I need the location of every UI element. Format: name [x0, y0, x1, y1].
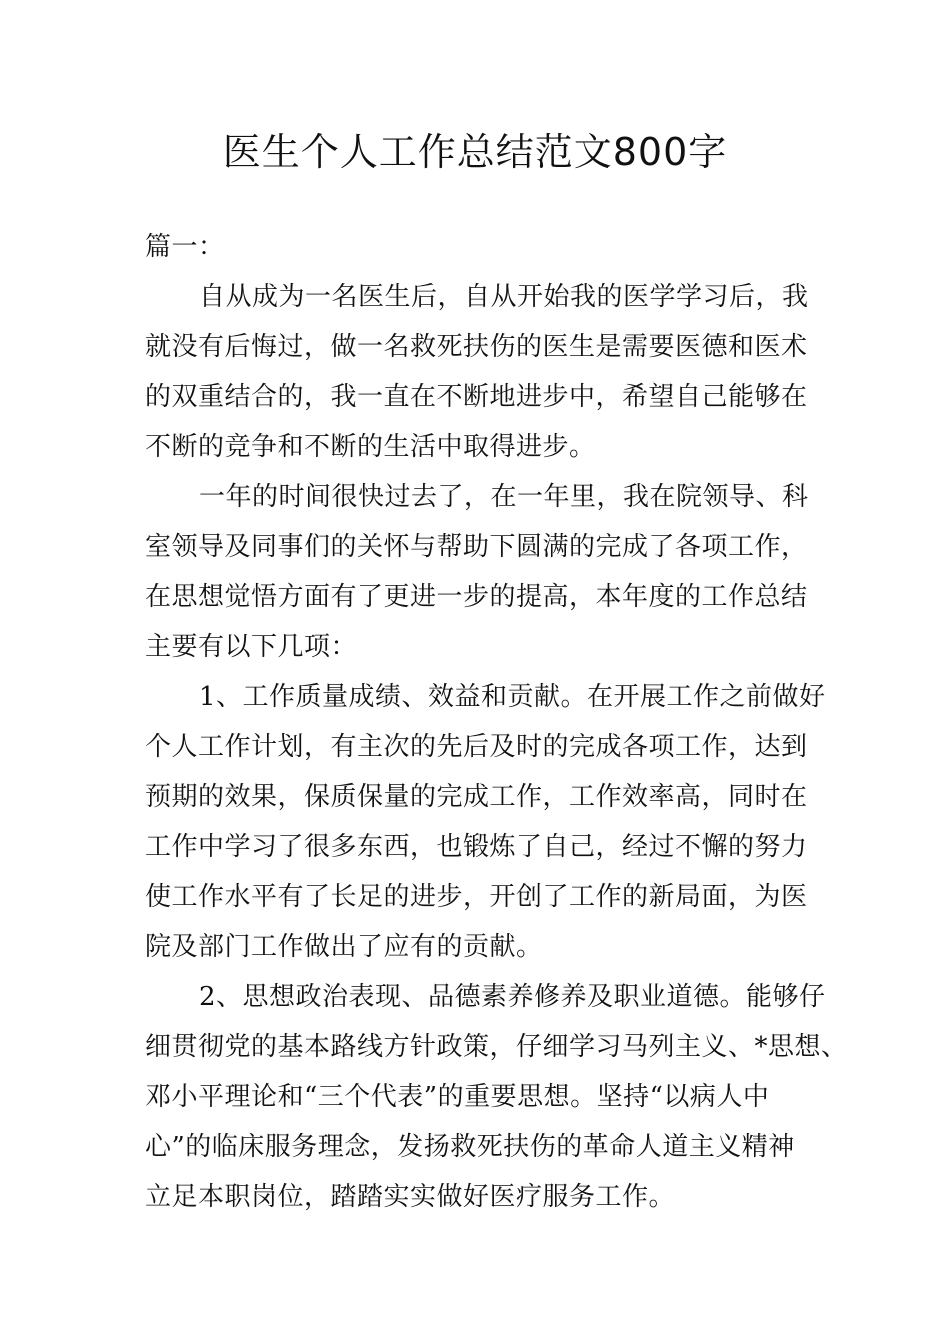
paragraph-line: 院及部门工作做出了应有的贡献。: [145, 932, 543, 962]
section-label: 篇一：: [145, 232, 225, 262]
paragraph-line: 预期的效果，保质保量的完成工作，工作效率高，同时在: [145, 782, 808, 812]
paragraph-line: 一年的时间很快过去了，在一年里，我在院领导、科: [199, 482, 809, 512]
paragraph-line: 1、工作质量成绩、效益和贡献。在开展工作之前做好: [199, 682, 826, 712]
paragraph-line: 就没有后悔过，做一名救死扶伤的医生是需要医德和医术: [145, 332, 808, 362]
paragraph-line: 使工作水平有了长足的进步，开创了工作的新局面，为医: [145, 882, 808, 912]
paragraph-line: 自从成为一名医生后，自从开始我的医学学习后，我: [199, 282, 809, 312]
paragraph-line: 立足本职岗位，踏踏实实做好医疗服务工作。: [145, 1182, 676, 1212]
paragraph-line: 的双重结合的，我一直在不断地进步中，希望自己能够在: [145, 382, 808, 412]
paragraph-line: 室领导及同事们的关怀与帮助下圆满的完成了各项工作，: [145, 532, 808, 562]
paragraph-3: [145, 672, 825, 972]
paragraph-line: 邓小平理论和“三个代表”的重要思想。坚持“以病人中: [145, 1082, 770, 1112]
paragraph-line: 2、思想政治表现、品德素养修养及职业道德。能够仔: [199, 982, 826, 1012]
paragraph-1: [145, 272, 825, 472]
paragraph-line: 细贯彻党的基本路线方针政策，仔细学习马列主义、*思想、: [145, 1032, 848, 1062]
document-title: 医生个人工作总结范文800字: [222, 130, 728, 174]
paragraph-line: 主要有以下几项：: [145, 632, 358, 662]
paragraph-line: 在思想觉悟方面有了更进一步的提高，本年度的工作总结: [145, 582, 808, 612]
paragraph-line: 工作中学习了很多东西，也锻炼了自己，经过不懈的努力: [145, 832, 808, 862]
document-body: [145, 222, 848, 1222]
paragraph-line: 个人工作计划，有主次的先后及时的完成各项工作，达到: [145, 732, 808, 762]
paragraph-line: 不断的竞争和不断的生活中取得进步。: [145, 432, 596, 462]
paragraph-2: [145, 472, 825, 672]
paragraph-line: 心”的临床服务理念，发扬救死扶伤的革命人道主义精神: [145, 1132, 795, 1162]
paragraph-4: [145, 972, 848, 1222]
